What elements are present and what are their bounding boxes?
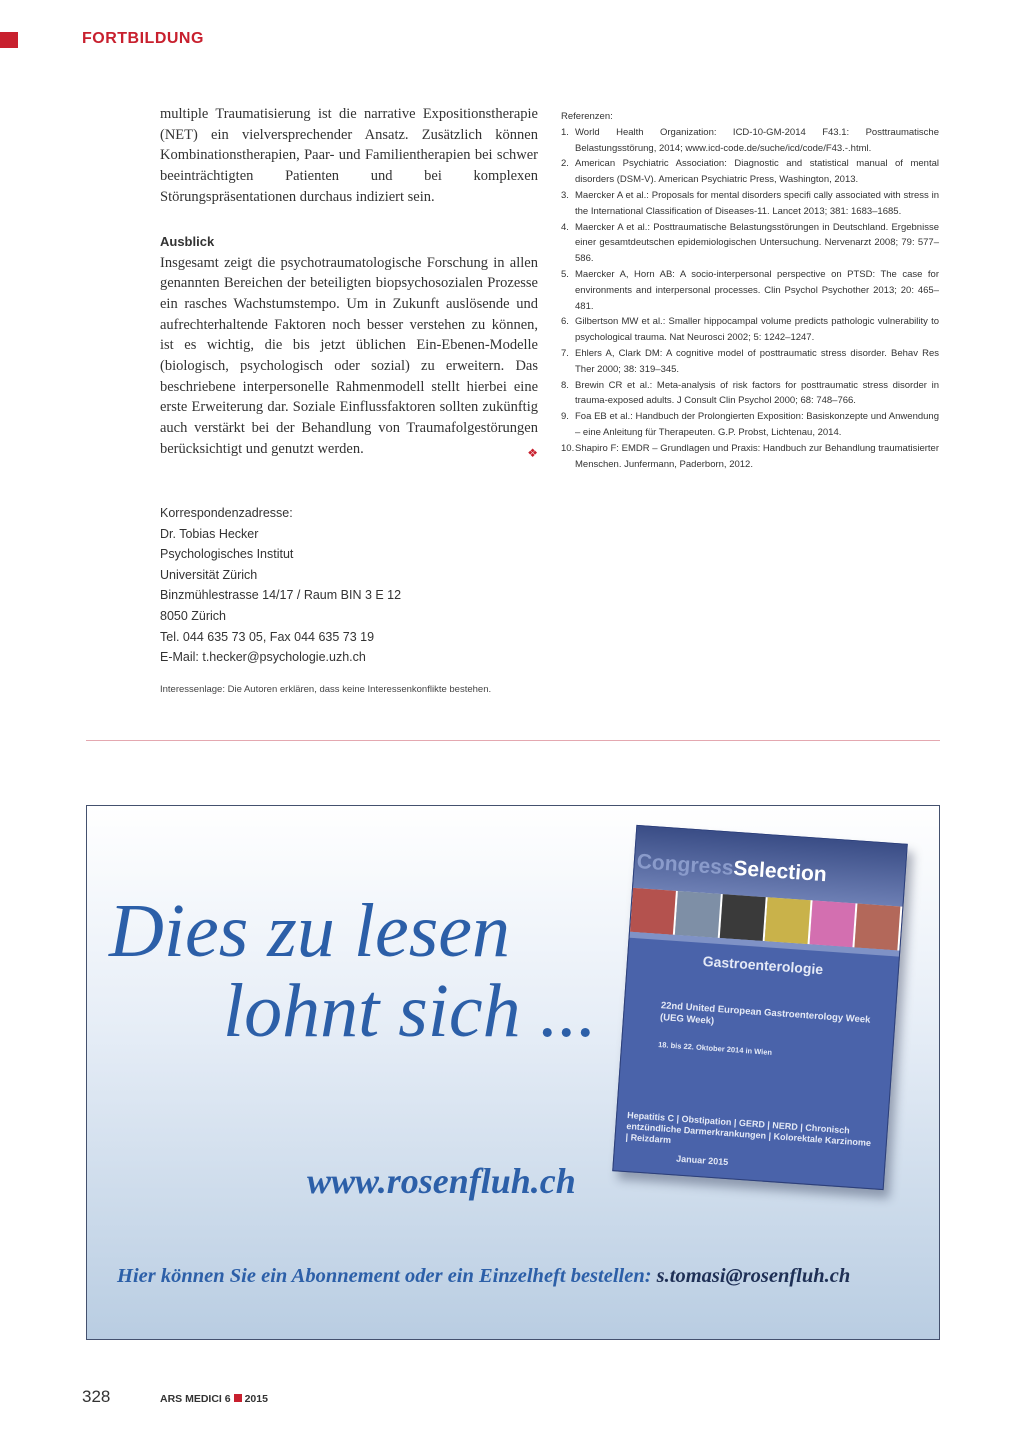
reference-item — [561, 125, 939, 157]
ad-order-email-link[interactable]: s.tomasi@rosenfluh.ch — [656, 1265, 851, 1287]
reference-number: 10. — [561, 442, 575, 454]
cover-thumbnail — [765, 897, 813, 944]
references-heading: Referenzen: — [561, 111, 613, 122]
section-label: FORTBILDUNG — [82, 30, 204, 47]
ad-headline-line-2: lohnt sich ... — [223, 969, 597, 1053]
contact-email-line[interactable]: E-Mail: t.hecker@psychologie.uzh.ch — [160, 650, 366, 665]
reference-item — [561, 156, 939, 188]
section-color-mark — [0, 32, 18, 48]
reference-number: 2. — [561, 158, 569, 170]
contact-line: Dr. Tobias Hecker — [160, 526, 259, 541]
body-paragraph-2 — [160, 253, 538, 460]
cover-brand-part-1: Congress — [636, 850, 735, 880]
reference-number: 1. — [561, 126, 569, 138]
reference-item — [561, 378, 939, 410]
reference-item — [561, 220, 939, 267]
footer-color-mark — [234, 1394, 242, 1402]
cover-thumbnail — [720, 894, 768, 941]
reference-text: Maercker A et al.: Proposals for mental disorders specifi cally associated with stress in the International Classification of Diseases-11. Lancet 2013; 381: 1683–1685. — [575, 189, 939, 217]
contact-line: 8050 Zürich — [160, 608, 227, 623]
reference-number: 5. — [561, 268, 569, 280]
journal-name: ARS MEDICI 6 — [160, 1393, 231, 1405]
cover-topic-list: Hepatitis C | Obstipation | GERD | NERD | Chronisch entzündliche Darmerkrankungen | Kolorektale Karzinome | Reizdarm — [625, 1110, 872, 1149]
cover-thumbnail — [810, 900, 858, 947]
ad-headline-line-1: Dies zu lesen — [109, 889, 511, 973]
cover-issue-date: Januar 2015 — [675, 1153, 729, 1168]
contact-line: Binzmühlestrasse 14/17 / Raum BIN 3 E 12 — [160, 588, 402, 603]
article-end-icon: ❖ — [527, 445, 538, 460]
reference-number: 6. — [561, 316, 569, 328]
body-paragraph-1: multiple Traumatisierung ist die narrative Expositionstherapie (NET) ein vielversprechender Ansatz. Zusätzlich können Kombinationstherapien, Paar- und Familientherapien bei schwer beeinträchtigten Patienten und bei komplexen Störungspräsentationen durchaus indiziert sein. — [160, 106, 538, 205]
reference-text: Ehlers A, Clark DM: A cognitive model of posttraumatic stress disorder. Behav Res Ther 2000; 38: 319–345. — [575, 347, 939, 375]
reference-number: 7. — [561, 347, 569, 359]
body-paragraph-2-text: Insgesamt zeigt die psychotraumatologische Forschung in allen genannten Bereichen der beteiligten biopsychosozialen Prozesse ein rasches Wachstumstempo. Um in Zukunft auslösende und aufrechterhaltende Faktoren noch besser verstehen zu können, ist es wichtig, die bis jetzt üblichen Ein-Ebenen-Modelle (biologisch, psychologisch oder sozial) zu erweitern. Das beschriebene interpersonelle Rahmenmodell stellt hierbei eine erste Erweiterung dar. Soziale Einflussfaktoren sollten zukünftig auch verstärkt bei der Behandlung von Traumafolgestörungen berücksichtigt und genutzt werden. — [160, 254, 538, 457]
reference-text: Maercker A, Horn AB: A socio-interpersonal perspective on PTSD: The case for environments and interpersonal processes. Clin Psychol Psychother 2013; 20: 465–481. — [575, 268, 939, 312]
ad-website-link[interactable]: www.rosenfluh.ch — [307, 1161, 576, 1201]
body-column — [160, 104, 538, 464]
cover-thumbnail — [675, 891, 723, 938]
cover-event-title: 22nd United European Gastroenterology Week (UEG Week) — [659, 1000, 871, 1027]
journal-footer — [160, 1393, 268, 1405]
reference-text: Foa EB et al.: Handbuch der Prolongierten Exposition: Basiskonzepte und Anwendung – eine Anleitung für Therapeuten. G.P. Probst, Lichtenau, 2014. — [575, 411, 939, 438]
reference-item — [561, 267, 939, 314]
cover-brand-part-2: Selection — [732, 856, 828, 887]
reference-item — [561, 346, 939, 378]
reference-item — [561, 314, 939, 346]
cover-thumbnail — [854, 904, 902, 951]
reference-text: World Health Organization: ICD-10-GM-2014 F43.1: Posttraumatische Belastungsstörung, 2014; www.icd-code.de/suche/icd/code/F43.-.html. — [575, 126, 939, 154]
reference-item — [561, 441, 939, 473]
subscription-advertisement — [86, 805, 940, 1340]
contact-line: Universität Zürich — [160, 567, 258, 582]
contact-line: Tel. 044 635 73 05, Fax 044 635 73 19 — [160, 629, 375, 644]
contact-line: Psychologisches Institut — [160, 547, 294, 562]
section-heading: Ausblick — [160, 233, 215, 249]
reference-text: Brewin CR et al.: Meta-analysis of risk factors for posttraumatic stress disorder in trauma-exposed adults. J Consult Clin Psychol 2000; 68: 748–766. — [575, 379, 939, 407]
reference-item — [561, 188, 939, 220]
conflict-of-interest-note: Interessenlage: Die Autoren erklären, dass keine Interessenkonflikte bestehen. — [160, 684, 492, 695]
cover-topic: Gastroenterologie — [702, 952, 824, 978]
reference-text: Shapiro F: EMDR – Grundlagen und Praxis: Handbuch zur Behandlung traumatisierter Menschen. Junfermann, Paderborn, 2012. — [575, 442, 939, 470]
cover-thumbnail — [630, 888, 678, 935]
reference-number: 9. — [561, 411, 569, 423]
ad-order-text: Hier können Sie ein Abonnement oder ein Einzelheft bestellen: — [117, 1265, 657, 1287]
reference-number: 8. — [561, 379, 569, 391]
magazine-cover — [612, 825, 908, 1190]
section-divider — [86, 740, 940, 741]
correspondence-address — [160, 503, 560, 668]
journal-year: 2015 — [244, 1393, 268, 1405]
reference-text: Gilbertson MW et al.: Smaller hippocampal volume predicts pathologic vulnerability to psychological trauma. Nat Neurosci 2002; 5: 1242–1247. — [575, 316, 939, 344]
reference-item — [561, 409, 939, 441]
references-list — [561, 109, 939, 472]
reference-text: Maercker A et al.: Posttraumatische Belastungsstörungen in Deutschland. Ergebnisse einer gesamtdeutschen epidemiologischen Untersuchung. Nervenarzt 2008; 79: 577–586. — [575, 221, 939, 265]
reference-number: 3. — [561, 189, 569, 201]
contact-line: Korrespondenzadresse: — [160, 506, 293, 520]
ad-order-line — [117, 1265, 850, 1288]
cover-event-date: 18. bis 22. Oktober 2014 in Wien — [657, 1039, 773, 1057]
reference-text: American Psychiatric Association: Diagnostic and statistical manual of mental disorders (DSM-V). American Psychiatric Press, Washington, 2013. — [575, 158, 939, 186]
reference-number: 4. — [561, 221, 569, 233]
page-number: 328 — [82, 1387, 111, 1406]
